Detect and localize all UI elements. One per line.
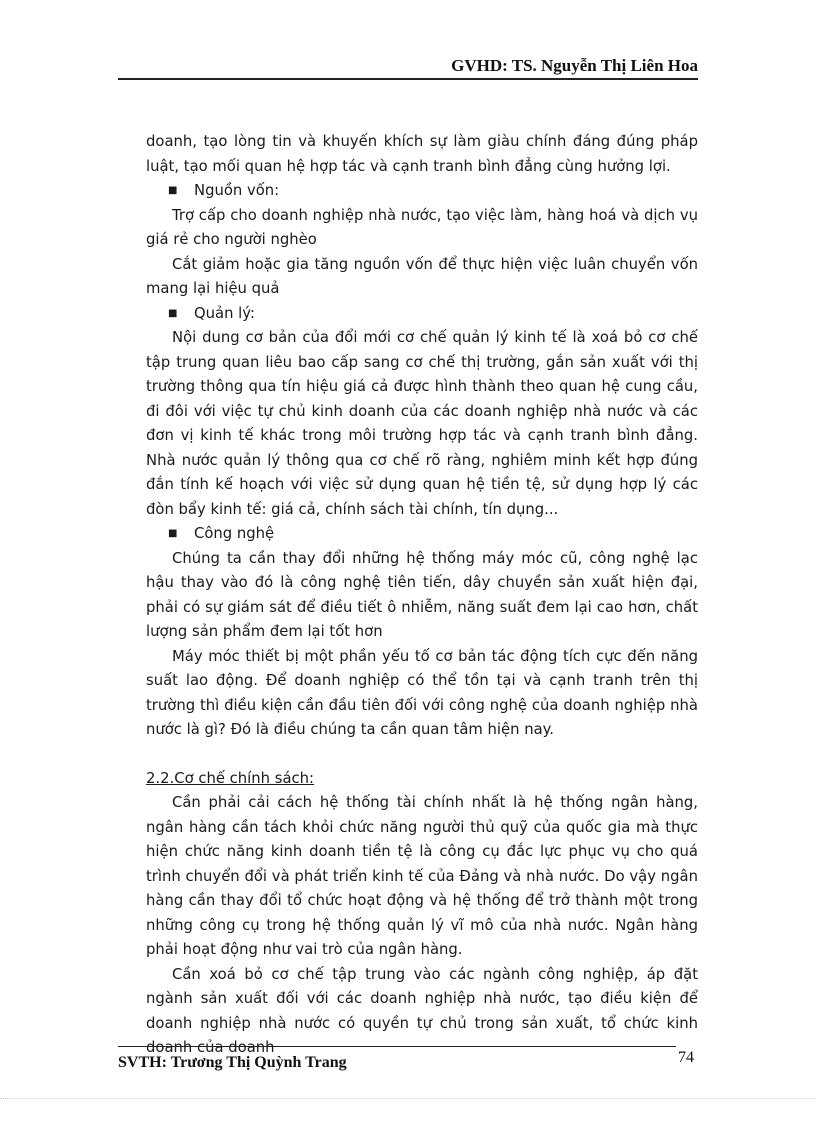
paragraph: Máy móc thiết bị một phần yếu tố cơ bản tác động tích cực đến năng suất lao động. Để doanh nghiệp có thể tồn tại và cạnh tranh trên thị trường thì điều kiện cần đầu tiên đối với công nghệ của doanh nghiệp nhà nước là gì? Đó là điều chúng ta cần quan tâm hiện nay. <box>146 647 698 738</box>
bullet-label: Công nghệ <box>194 525 275 542</box>
page-body <box>146 130 698 1061</box>
bullet-item <box>146 522 698 547</box>
bullet-square-icon: ■ <box>168 185 178 196</box>
page-edge-divider <box>0 1098 816 1099</box>
bullet-square-icon: ■ <box>168 528 178 539</box>
header-supervisor: GVHD: TS. Nguyễn Thị Liên Hoa <box>451 56 698 75</box>
bullet-item <box>146 179 698 204</box>
bullet-label: Nguồn vốn: <box>194 182 280 199</box>
bullet-square-icon: ■ <box>168 307 178 319</box>
paragraph: Trợ cấp cho doanh nghiệp nhà nước, tạo việc làm, hàng hoá và dịch vụ giá rẻ cho người nghèo <box>146 206 698 248</box>
footer-rule <box>118 1046 676 1047</box>
header-rule <box>118 78 698 80</box>
bullet-label: Quản lý: <box>194 304 255 322</box>
page-header <box>118 50 698 80</box>
paragraph: Cắt giảm hoặc gia tăng nguồn vốn để thực hiện việc luân chuyển vốn mang lại hiệu quả <box>146 255 698 297</box>
paragraph: Chúng ta cần thay đổi những hệ thống máy móc cũ, công nghệ lạc hậu thay vào đó là công nghệ tiên tiến, dây chuyền sản xuất hiện đại, phải có sự giám sát để điều tiết ô nhiễm, năng suất đem lại cao hơn, chất lượng sản phẩm đem lại tốt hơn <box>146 549 698 640</box>
page-number: 74 <box>678 1049 694 1066</box>
bullet-item <box>146 302 698 327</box>
paragraph: Cần xoá bỏ cơ chế tập trung vào các ngành công nghiệp, áp đặt ngành sản xuất đối với các doanh nghiệp nhà nước, tạo điều kiện để doanh nghiệp nhà nước có quyền tự chủ trong sản xuất, tổ chức kinh doanh của doanh <box>146 965 698 1056</box>
paragraph: Cần phải cải cách hệ thống tài chính nhất là hệ thống ngân hàng, ngân hàng cần tách khỏi chức năng người thủ quỹ của quốc gia mà thực hiện chức năng kinh doanh tiền tệ là công cụ đắc lực phục vụ cho quá trình chuyển đổi và phát triển kinh tế của Đảng và nhà nước. Do vậy ngân hàng cần thay đổi tổ chức hoạt động và hệ thống để trở thành một trong những công cụ trong hệ thống quản lý vĩ mô của nhà nước. Ngân hàng phải hoạt động như vai trò của ngân hàng. <box>146 794 698 958</box>
spacer <box>146 743 698 767</box>
section-heading: 2.2.Cơ chế chính sách: <box>146 769 315 787</box>
footer-author: SVTH: Trương Thị Quỳnh Trang <box>118 1054 347 1071</box>
paragraph: Nội dung cơ bản của đổi mới cơ chế quản lý kinh tế là xoá bỏ cơ chế tập trung quan liêu bao cấp sang cơ chế thị trường, gắn sản xuất với thị trường thông qua tín hiệu giá cả được hình thành theo quan hệ cung cầu, đi đôi với việc tự chủ kinh doanh của các doanh nghiệp nhà nước và các đơn vị kinh tế khác trong môi trường hợp tác và cạnh tranh bình đẳng. Nhà nước quản lý thông qua cơ chế rõ ràng, nghiêm minh kết hợp đúng đắn tính kế hoạch với việc sử dụng quan hệ tiền tệ, sử dụng hợp lý các đòn bẩy kinh tế: giá cả, chính sách tài chính, tín dụng... <box>146 329 698 518</box>
paragraph: doanh, tạo lòng tin và khuyến khích sự làm giàu chính đáng đúng pháp luật, tạo mối quan hệ hợp tác và cạnh tranh bình đẳng cùng hưởng lợi. <box>146 133 698 175</box>
